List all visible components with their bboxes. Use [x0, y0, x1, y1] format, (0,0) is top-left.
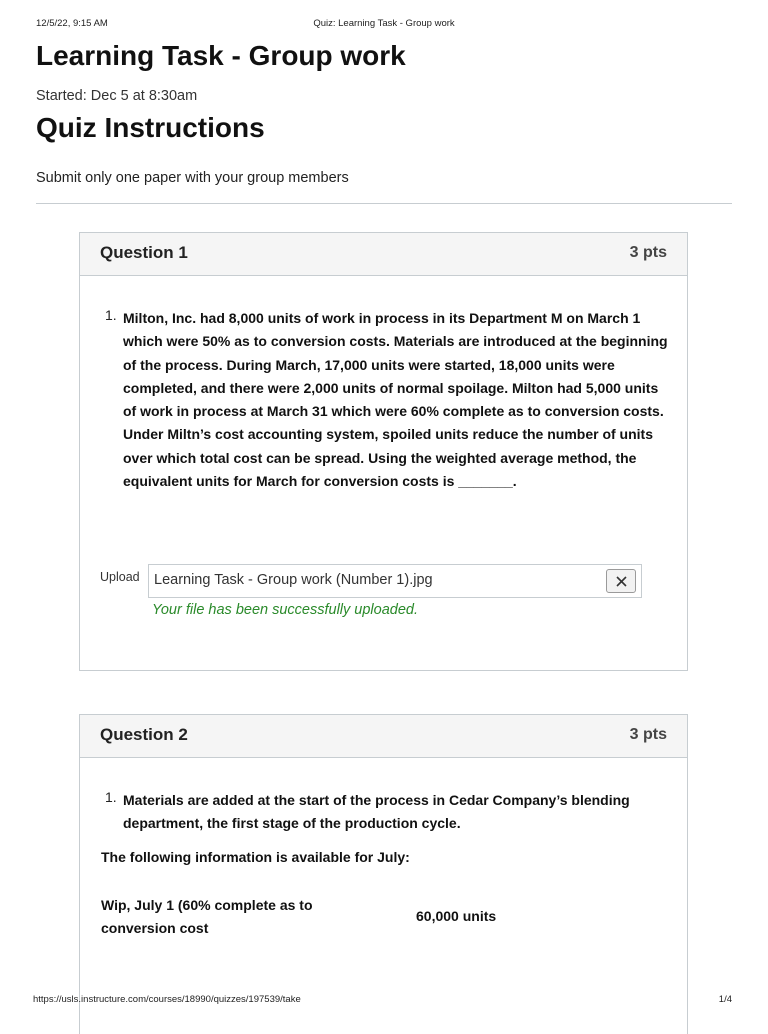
divider: [36, 203, 732, 204]
page-number: 1/4: [718, 994, 732, 1005]
uploaded-filename: Learning Task - Group work (Number 1).jpg: [154, 572, 433, 588]
close-icon: [616, 576, 627, 587]
question-points: 3 pts: [629, 244, 667, 261]
upload-success-message: Your file has been successfully uploaded.: [152, 602, 419, 618]
question-1: [79, 232, 688, 671]
page-url: https://usls.instructure.com/courses/18990/quizzes/197539/take: [33, 994, 301, 1005]
upload-field[interactable]: [148, 564, 642, 598]
question-header: [80, 715, 687, 758]
question-list: [105, 307, 675, 493]
remove-file-button[interactable]: [606, 569, 636, 593]
upload-label: Upload: [100, 570, 140, 584]
wip-label: Wip, July 1 (60% complete as to conversion cost: [101, 897, 313, 936]
question-title: Question 1: [100, 243, 188, 262]
print-footer: [33, 994, 732, 1008]
list-item-number: 1.: [105, 307, 117, 323]
wip-value: 60,000 units: [416, 908, 497, 924]
question-list: [105, 789, 675, 836]
print-header: [36, 18, 732, 32]
question-text: Milton, Inc. had 8,000 units of work in process in its Department M on March 1 which were 50% as to conversion costs. Materials are introduced at the beginning of the process. During March, 17,000 units were started, 18,000 units were completed, and there were 2,000 units of normal spoilage. Milton had 5,000 units of work in process at March 31 which were 60% complete as to conversion costs. Under Miltn’s cost accounting system, spoiled units reduce the number of units over which total cost can be spread. Using the weighted average method, the equivalent units for March for conversion costs is _______.: [123, 310, 668, 490]
question-points: 3 pts: [629, 726, 667, 743]
print-doc-title: Quiz: Learning Task - Group work: [313, 18, 455, 29]
instructions-text: Submit only one paper with your group members: [36, 170, 349, 186]
instructions-heading: Quiz Instructions: [36, 112, 265, 143]
question-title: Question 2: [100, 725, 188, 744]
list-item: [105, 307, 675, 493]
page-title: Learning Task - Group work: [36, 40, 406, 71]
info-line: The following information is available for July:: [101, 849, 410, 865]
list-item-number: 1.: [105, 789, 117, 805]
question-2: [79, 714, 688, 1034]
started-timestamp: Started: Dec 5 at 8:30am: [36, 88, 198, 104]
question-header: [80, 233, 687, 276]
print-datetime: 12/5/22, 9:15 AM: [36, 18, 108, 29]
list-item: [105, 789, 675, 836]
question-text: Materials are added at the start of the process in Cedar Company’s blending department, the first stage of the production cycle.: [123, 792, 630, 832]
